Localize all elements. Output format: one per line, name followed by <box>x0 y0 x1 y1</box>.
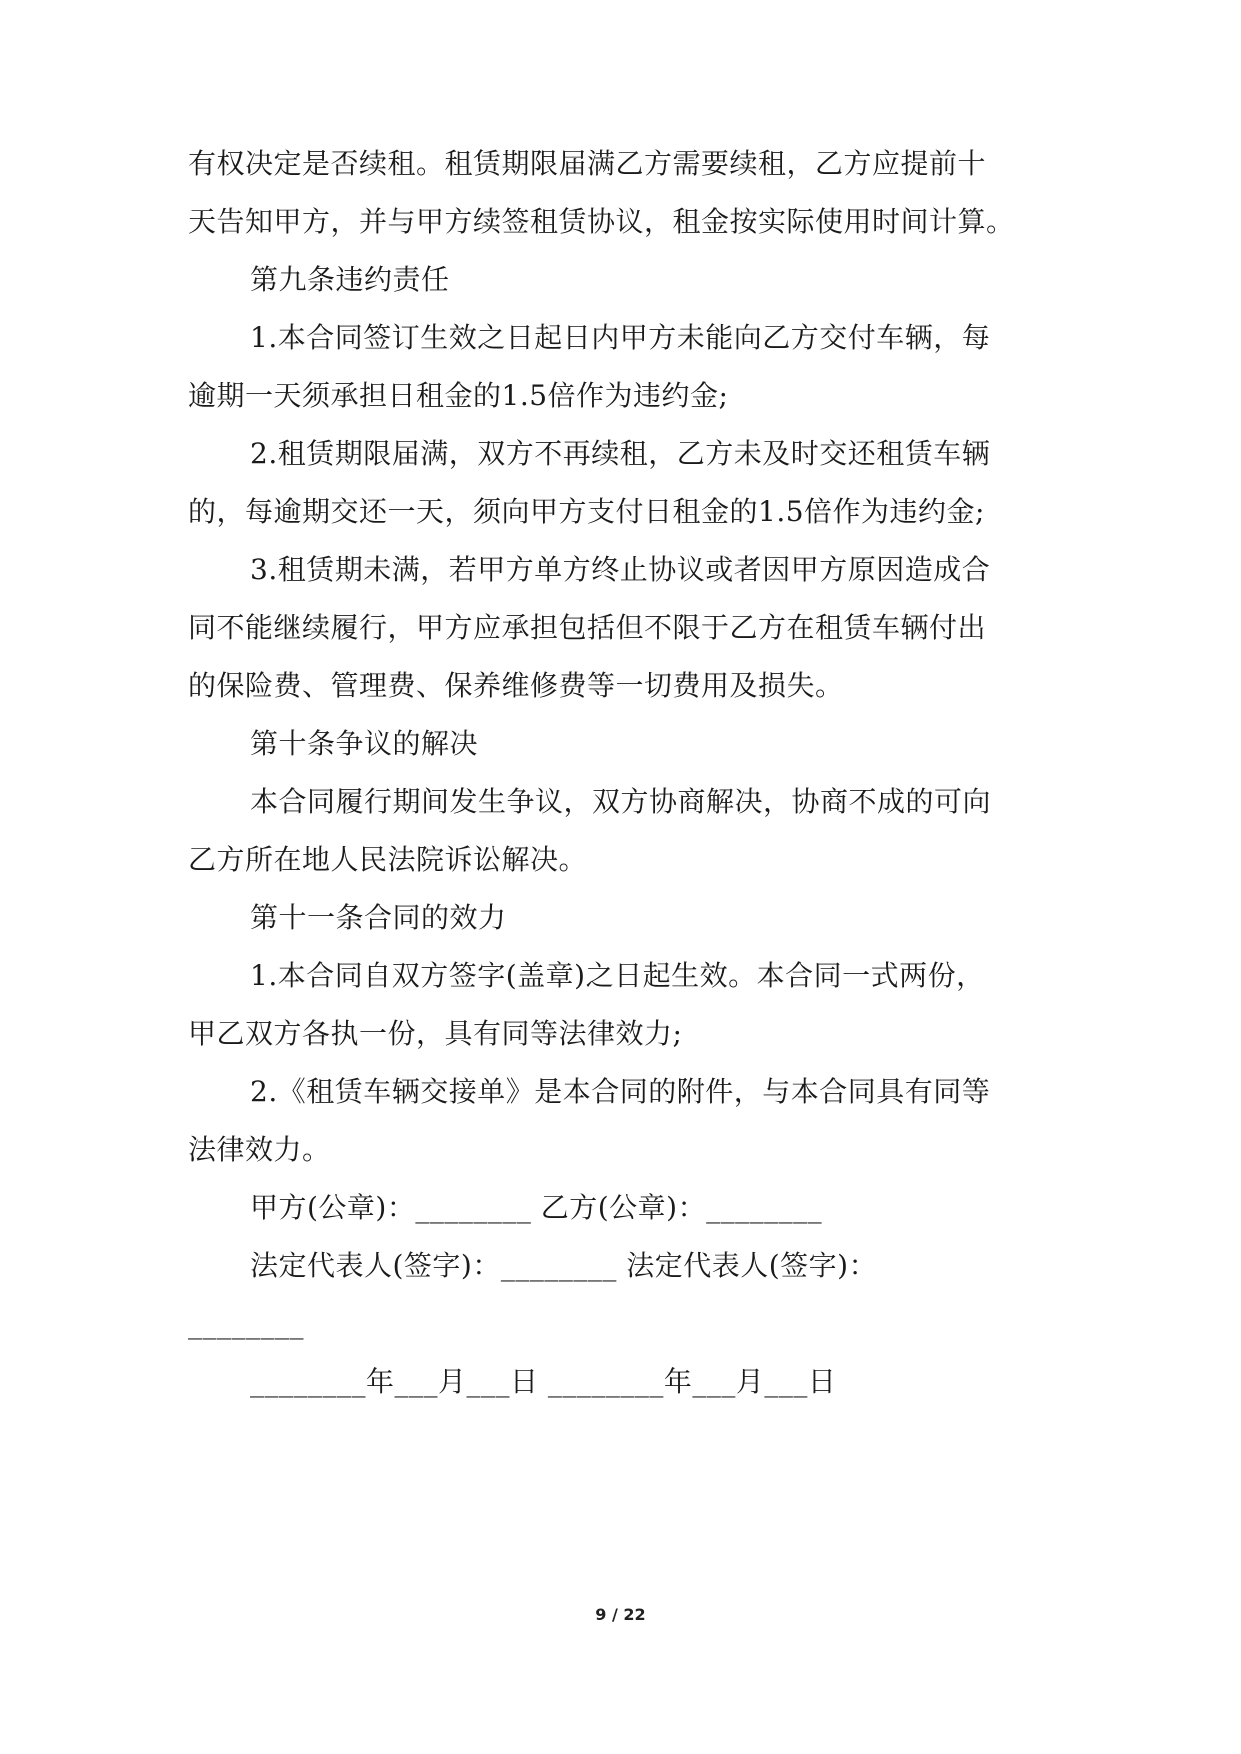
text-line: 的，每逾期交还一天，须向甲方支付日租金的1.5倍作为违约金; <box>188 495 985 528</box>
signature-line-representative: 法定代表人(签字)：________ 法定代表人(签字)： <box>250 1249 878 1282</box>
page-number: 9 / 22 <box>595 1605 646 1624</box>
text-line: 法律效力。 <box>188 1133 331 1166</box>
section-heading: 第九条违约责任 <box>250 263 450 296</box>
text-line: 本合同履行期间发生争议，双方协商解决，协商不成的可向 <box>250 785 992 818</box>
text-line: 天告知甲方，并与甲方续签租赁协议，租金按实际使用时间计算。 <box>188 205 1015 238</box>
text-line: 2.租赁期限届满，双方不再续租，乙方未及时交还租赁车辆 <box>250 437 991 470</box>
text-line: 同不能继续履行，甲方应承担包括但不限于乙方在租赁车辆付出 <box>188 611 987 644</box>
text-line: 的保险费、管理费、保养维修费等一切费用及损失。 <box>188 669 844 702</box>
text-line: 2.《租赁车辆交接单》是本合同的附件，与本合同具有同等 <box>250 1075 991 1108</box>
signature-line-seal: 甲方(公章)：________ 乙方(公章)：________ <box>250 1191 823 1224</box>
text-line: 甲乙双方各执一份，具有同等法律效力; <box>188 1017 683 1050</box>
section-heading: 第十条争议的解决 <box>250 727 479 760</box>
text-line: 乙方所在地人民法院诉讼解决。 <box>188 843 588 876</box>
date-line: ________年___月___日 ________年___月___日 <box>250 1365 837 1398</box>
text-line: 1.本合同签订生效之日起日内甲方未能向乙方交付车辆，每 <box>250 321 991 354</box>
text-line: 有权决定是否续租。租赁期限届满乙方需要续租，乙方应提前十 <box>188 147 987 180</box>
text-line: 逾期一天须承担日租金的1.5倍作为违约金; <box>188 379 729 412</box>
section-heading: 第十一条合同的效力 <box>250 901 507 934</box>
text-line: 1.本合同自双方签字(盖章)之日起生效。本合同一式两份， <box>250 959 985 992</box>
signature-blank: ________ <box>188 1307 304 1340</box>
text-line: 3.租赁期未满，若甲方单方终止协议或者因甲方原因造成合 <box>250 553 991 586</box>
